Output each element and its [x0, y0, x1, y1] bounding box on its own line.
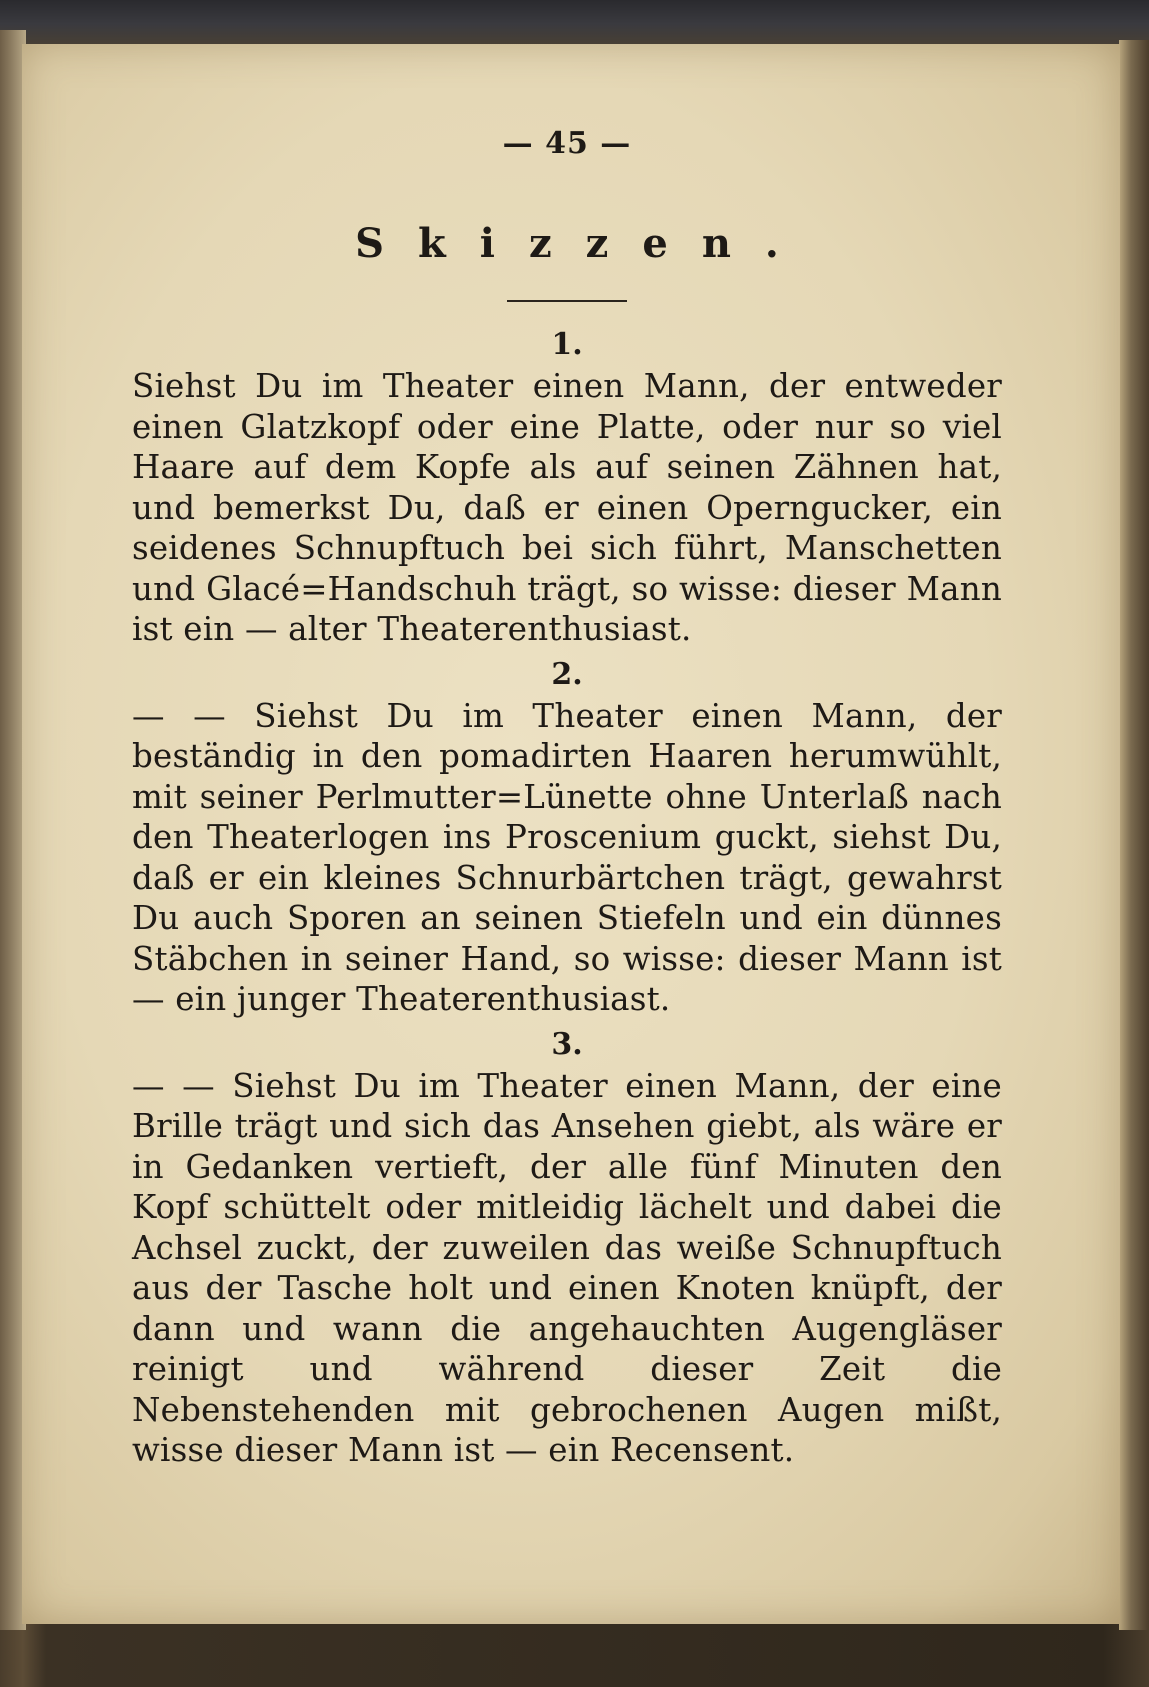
- section-text-1: Siehst Du im Theater einen Mann, der entweder einen Glatzkopf oder eine Platte, oder nur so viel Haare auf dem Kopfe als auf seinen Zähnen hat, und bemerkst Du, daß er einen Operngucker, ein seidenes Schnupftuch bei sich führt, Manschetten und Glacé=Handschuh trägt, so wisse: dieser Mann ist ein — alter Theaterenthusiast.: [132, 367, 1002, 648]
- section-text-3: — — Siehst Du im Theater einen Mann, der eine Brille trägt und sich das Ansehen giebt, als wäre er in Gedanken vertieft, der alle fünf Minuten den Kopf schüttelt oder mitleidig lächelt und dabei die Achsel zuckt, der zuweilen das weiße Schnupftuch aus der Tasche holt und einen Knoten knüpft, der dann und wann die angehauchten Augengläser reinigt und während dieser Zeit die Nebenstehenden mit gebrochenen Augen mißt, wisse dieser Mann ist — ein Recensent.: [132, 1066, 1002, 1469]
- section-number-2: 2.: [551, 656, 583, 692]
- section-number-1: 1.: [551, 327, 583, 362]
- chapter-title: Skizzen.: [355, 220, 813, 267]
- book-page: [22, 44, 1120, 1624]
- page-number: — 45 —: [502, 126, 632, 161]
- section-number-3: 3.: [551, 1026, 583, 1062]
- section-text-2: — — Siehst Du im Theater einen Mann, der beständig in den pomadirten Haaren herumwühlt, mit seiner Perlmutter=Lünette ohne Unterlaß nach den Theaterlogen ins Proscenium guckt, siehst Du, daß er ein kleines Schnurbärtchen trägt, gewahrst Du auch Sporen an seinen Stiefeln und ein dünnes Stäbchen in seiner Hand, so wisse: dieser Mann ist — ein junger Theaterenthusiast.: [132, 696, 1002, 1018]
- page-edges: [1119, 40, 1149, 1630]
- title-divider: [507, 300, 627, 302]
- page-text-block: [132, 114, 1002, 1471]
- book-top-edge: [0, 0, 1149, 48]
